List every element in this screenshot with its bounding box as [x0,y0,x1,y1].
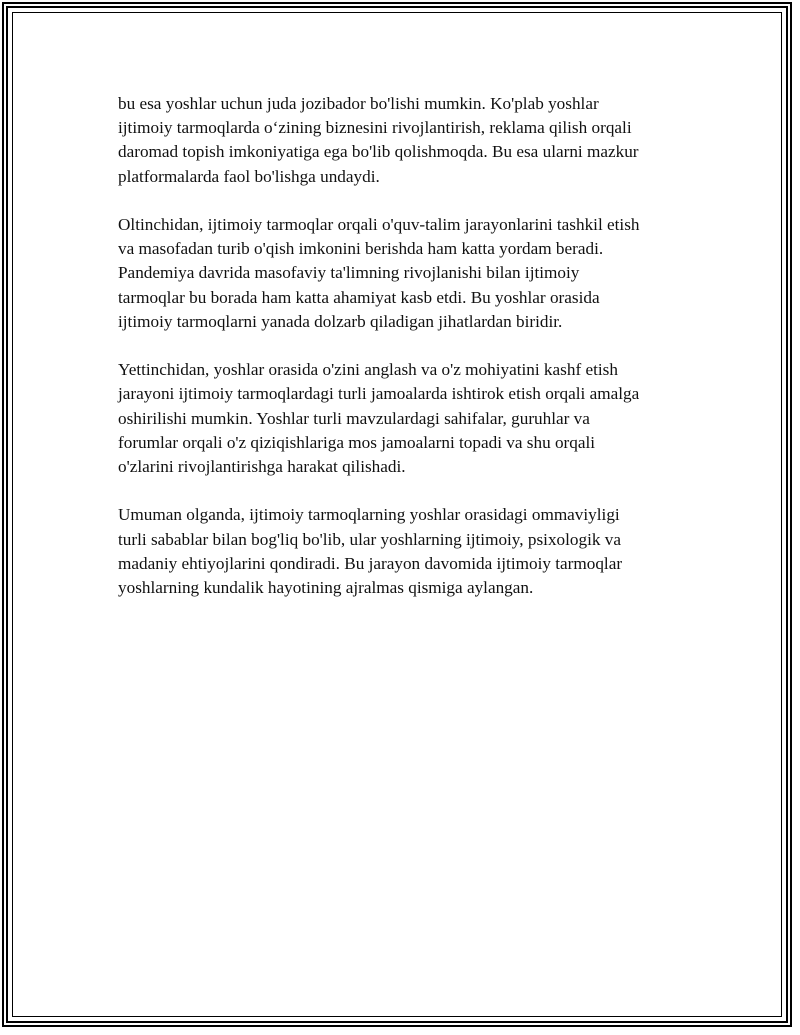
paragraph: Yettinchidan, yoshlar orasida o'zini anglash va o'z mohiyatini kashf etish jarayoni ijtimoiy tarmoqlardagi turli jamoalarda ishtirok etish orqali amalga oshirilishi mumkin. Yoshlar turli mavzulardagi sahifalar, guruhlar va forumlar orqali o'z qiziqishlariga mos jamoalarni topadi va shu orqali o'zlarini rivojlantirishga harakat qilishadi. [118,360,640,477]
document-body [118,92,688,624]
paragraph: Oltinchidan, ijtimoiy tarmoqlar orqali o'quv-talim jarayonlarini tashkil etish va masofadan turib o'qish imkonini berishda ham katta yordam beradi. Pandemiya davrida masofaviy ta'limning rivojlanishi bilan ijtimoiy tarmoqlar bu borada ham katta ahamiyat kasb etdi. Bu yoshlar orasida ijtimoiy tarmoqlarni yanada dolzarb qiladigan jihatlardan biridir. [118,215,640,331]
paragraph: bu esa yoshlar uchun juda jozibador bo'lishi mumkin. Ko'plab yoshlar ijtimoiy tarmoqlarda o‘zining biznesini rivojlantirish, reklama qilish orqali daromad topish imkoniyatiga ega bo'lib qolishmoqda. Bu esa ularni mazkur platformalarda faol bo'lishga undaydi. [118,94,639,186]
paragraph: Umuman olganda, ijtimoiy tarmoqlarning yoshlar orasidagi ommaviyligi turli sabablar bilan bog'liq bo'lib, ular yoshlarning ijtimoiy, psixologik va madaniy ehtiyojlarini qondiradi. Bu jarayon davomida ijtimoiy tarmoqlar yoshlarning kundalik hayotining ajralmas qismiga aylangan. [118,505,623,598]
